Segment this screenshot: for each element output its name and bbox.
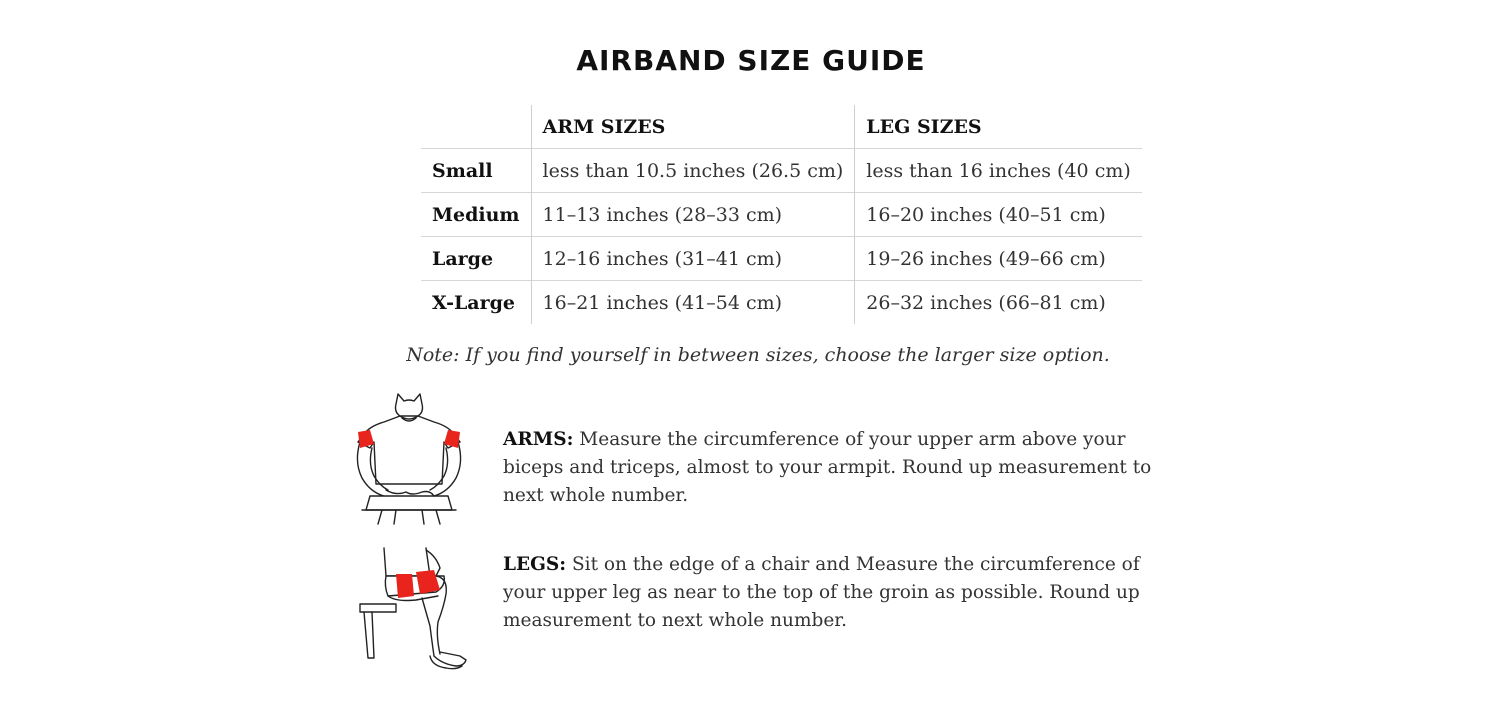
size-label: X-Large [421, 281, 531, 325]
page-title: AIRBAND SIZE GUIDE [576, 44, 926, 77]
header-arm-sizes: ARM SIZES [531, 105, 855, 149]
arm-measurement-illustration [352, 392, 466, 526]
size-note: Note: If you find yourself in between sizes, choose the larger size option. [406, 344, 1110, 366]
table-row [421, 281, 1142, 325]
legs-instruction [503, 551, 1173, 635]
size-label: Medium [421, 193, 531, 237]
size-label: Small [421, 149, 531, 193]
leg-measurement-illustration [356, 546, 484, 674]
leg-size-cell: 26–32 inches (66–81 cm) [855, 281, 1142, 325]
leg-band-left [396, 574, 414, 598]
table-row [421, 149, 1142, 193]
arm-size-cell: less than 10.5 inches (26.5 cm) [531, 149, 855, 193]
arm-size-cell: 11–13 inches (28–33 cm) [531, 193, 855, 237]
arms-instruction [503, 426, 1173, 510]
arms-instruction-label: ARMS: [503, 429, 574, 450]
legs-instruction-label: LEGS: [503, 554, 567, 575]
leg-size-cell: 19–26 inches (49–66 cm) [855, 237, 1142, 281]
arms-instruction-text: Measure the circumference of your upper arm above your biceps and triceps, almost to your armpit. Round up measurement to next whole number. [503, 429, 1152, 506]
arm-size-cell: 12–16 inches (31–41 cm) [531, 237, 855, 281]
leg-band-right [416, 570, 440, 594]
table-header-row [421, 105, 1142, 149]
leg-size-cell: less than 16 inches (40 cm) [855, 149, 1142, 193]
arm-size-cell: 16–21 inches (41–54 cm) [531, 281, 855, 325]
legs-instruction-text: Sit on the edge of a chair and Measure the circumference of your upper leg as near to the top of the groin as possible. Round up measurement to next whole number. [503, 554, 1140, 631]
header-leg-sizes: LEG SIZES [855, 105, 1142, 149]
size-label: Large [421, 237, 531, 281]
table-row [421, 193, 1142, 237]
size-table [421, 105, 1142, 324]
leg-size-cell: 16–20 inches (40–51 cm) [855, 193, 1142, 237]
table-row [421, 237, 1142, 281]
header-size [421, 105, 531, 149]
